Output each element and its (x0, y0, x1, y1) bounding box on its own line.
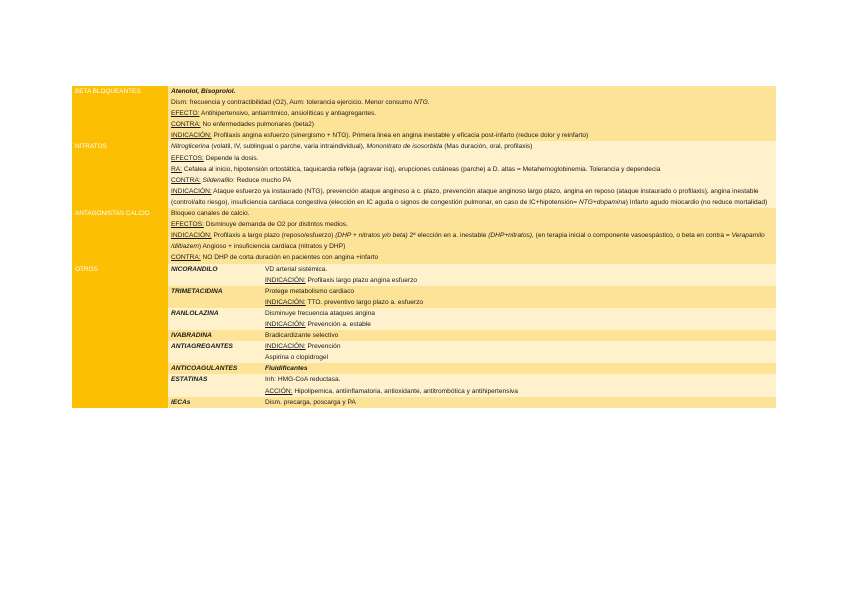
indicacion-text: Prevención (305, 343, 341, 351)
indicacion-label: INDICACIÓN: (265, 320, 306, 328)
accion-text: Hipolipemica, antiinflamatoria, antioxidante, antitrombótica y antihipertensiva (292, 387, 518, 395)
contra-text: NO DHP de corta duración en pacientes con angina +infarto (200, 254, 379, 262)
drug-estatinas: ESTATINAS (168, 374, 262, 396)
indicacion-text-4: ) Angioso + insuficiencia cardiaca (nitratos y DHP) (198, 243, 346, 251)
ntg-dopamina: NTG+dopamina (578, 198, 626, 206)
efectos-text: Disminuye demanda de O2 por distintos medios. (203, 221, 348, 229)
indicacion-text: TTO. preventivo largo plazo a. esfuerzo (305, 298, 424, 306)
ranolazina-l2 (265, 319, 773, 330)
nitratos-contra (171, 175, 773, 186)
anticoagulantes-desc: Fluidificantes (262, 363, 776, 374)
otros-anticoagulantes-row (72, 363, 776, 374)
category-nitratos: NITRATOS (72, 141, 168, 208)
contra-label: CONTRA: (171, 176, 201, 184)
beta-indicacion (171, 130, 773, 141)
dhp-nitratos-beta: (DHP + nitratos y/o beta) (335, 232, 408, 240)
beta-mechanism (171, 97, 773, 108)
nicorandilo-l1: VD arterial sistémica. (265, 265, 328, 273)
antagonistas-content (168, 208, 776, 263)
beta-row (72, 86, 776, 141)
ivabradina-desc: Bradicardizante selectivo (262, 330, 776, 341)
beta-efecto (171, 108, 773, 119)
estatinas-l2 (265, 386, 773, 397)
indicacion-label: INDICACIÓN: (171, 187, 212, 195)
efectos-label: EFECTOS: (171, 154, 204, 162)
ranolazina-l1: Disminuye frecuencia ataques angina (265, 309, 375, 317)
otros-ivabradina-row (72, 330, 776, 341)
otros-ranolazina-row (72, 308, 776, 330)
drug-iecas: IECAs (168, 397, 262, 408)
category-otros: OTROS (72, 264, 168, 408)
estatinas-desc (262, 374, 776, 396)
mononitrato-desc: (Mas duración, oral, profilaxis) (442, 143, 533, 151)
antagonistas-contra (171, 252, 773, 263)
nitroglicerina-desc: (volatil, IV, sublingual o parche, varia intraindividual), (209, 143, 367, 151)
indicacion-text: Ataque esfuerzo ya instaurado (NTG), prevención ataque anginoso a c. plazo, prevención ataque anginoso largo plazo, angina en reposo (ataque instaurado o profilaxis), angina inestable (control/alto riesgo), insuficiencia cardiaca congestiva (elección en IC aguda o signos de congestión pulmonar, en caso de IC+hipotensión= (171, 187, 759, 206)
contra-text: No enfermedades pulmonares (beta2) (200, 121, 314, 129)
nitroglicerina: Nitroglicerina (171, 143, 210, 151)
otros-nicorandilo-row (72, 264, 776, 286)
antagonistas-row (72, 208, 776, 263)
efecto-text: Antihipertensivo, antiarritmico, ansiolíticas y antiagregantes. (199, 110, 377, 118)
nitratos-row (72, 141, 776, 208)
indicacion-label: INDICACIÓN: (171, 232, 212, 240)
trimetacidina-l2 (265, 297, 773, 308)
beta-mechanism-text: Dism: frecuencia y contractibilidad (O2), Aum: tolerancia ejercicio. Menor consumo (171, 99, 414, 107)
beta-content (168, 86, 776, 141)
indicacion-text: Profilaxis a largo plazo (reposo/esfuerzo) (211, 232, 336, 240)
nitratos-efectos (171, 153, 773, 164)
beta-mechanism-ntg: NTG. (413, 99, 430, 107)
nitratos-content (168, 141, 776, 208)
beta-drugs: Atenolol, Bisoprolol. (171, 88, 236, 95)
ra-text: Cefalea al inicio, hipotensión ortostática, taquicardia refleja (agravar isq), erupciones cutáneas (parche) a D. altas = Metahemoglobinemia. Tolerancia y dependecia (182, 165, 661, 173)
drug-ivabradina: IVABRADINA (168, 330, 262, 341)
otros-iecas-row (72, 397, 776, 408)
drug-ranolazina: RANLOLAZINA (168, 308, 262, 330)
contra-label: CONTRA: (171, 254, 201, 262)
antagonistas-indicacion (171, 230, 773, 252)
indicacion-label: INDICACIÓN: (171, 132, 212, 140)
indicacion-label: INDICACIÓN: (265, 276, 306, 284)
trimetacidina-desc (262, 286, 776, 308)
ranolazina-desc (262, 308, 776, 330)
indicacion-text: Profilaxis largo plazo angina esfuerzo (305, 276, 418, 284)
indicacion-text-end: ) Infarto agudo miocardio (no reduce mortalidad) (625, 198, 768, 206)
indicacion-label: INDICACIÓN: (265, 298, 306, 306)
indicacion-text-2: 2ª elección en a. inestable (407, 232, 489, 240)
nitratos-indicacion (171, 186, 773, 208)
indicacion-text: Prevención a. estable (305, 320, 371, 328)
pharmacology-table (72, 86, 776, 408)
antiagregantes-l1 (265, 341, 773, 352)
efecto-label: EFECTO: (171, 110, 200, 118)
antagonistas-efectos (171, 219, 773, 230)
otros-antiagregantes-row (72, 341, 776, 363)
dhp-nitratos: (DHP+nitratos), (488, 232, 534, 240)
category-beta-bloqueantes: BETA BLOQUEANTES (72, 86, 168, 141)
nicorandilo-desc (262, 264, 776, 286)
contra-text: Reduce mucho PA (234, 176, 292, 184)
contra-label: CONTRA: (171, 121, 201, 129)
verapamilo: Verapamilo /diltiazem (171, 232, 765, 251)
nitratos-ra (171, 164, 773, 175)
indicacion-label: INDICACIÓN: (265, 343, 306, 351)
indicacion-text-3: (en terapia inicial o componente vasoespástico, o beta en contra = (533, 232, 732, 240)
nitratos-drugs (171, 141, 773, 152)
beta-contra (171, 119, 773, 130)
indicacion-text: Profilaxis angina esfuerzo (sinergismo + NTG). Primera linea en angina inestable y eficacia post-infarto (reduce dolor y reinfarto) (211, 132, 589, 140)
ra-label: RA: (171, 165, 182, 173)
accion-label: ACCIÓN: (265, 387, 293, 395)
antiagregantes-desc (262, 341, 776, 363)
antiagregantes-l2: Aspirina o clopidrogel (265, 354, 329, 362)
efectos-text: Depende la dosis. (203, 154, 259, 162)
estatinas-l1: Inh: HMG-CoA reductasa. (265, 376, 341, 384)
drug-trimetacidina: TRIMETACIDINA (168, 286, 262, 308)
antagonistas-bloqueo: Bloqueo canales de calcio. (171, 210, 250, 218)
iecas-desc: Dism. precarga, poscarga y PA (262, 397, 776, 408)
drug-anticoagulantes: ANTICOAGULANTES (168, 363, 262, 374)
nicorandilo-l2 (265, 275, 773, 286)
otros-trimetacidina-row (72, 286, 776, 308)
sildenafilo: Sildenafilo: (200, 176, 235, 184)
drug-nicorandilo: NICORANDILO (168, 264, 262, 286)
efectos-label: EFECTOS: (171, 221, 204, 229)
otros-estatinas-row (72, 374, 776, 396)
category-antagonistas-calcio: ANTAGONISTAS CALCIO (72, 208, 168, 263)
drug-antiagregantes: ANTIAGREGANTES (168, 341, 262, 363)
trimetacidina-l1: Protege metabolismo cardiaco (265, 287, 355, 295)
mononitrato: Mononitrato de isosorbida (366, 143, 443, 151)
